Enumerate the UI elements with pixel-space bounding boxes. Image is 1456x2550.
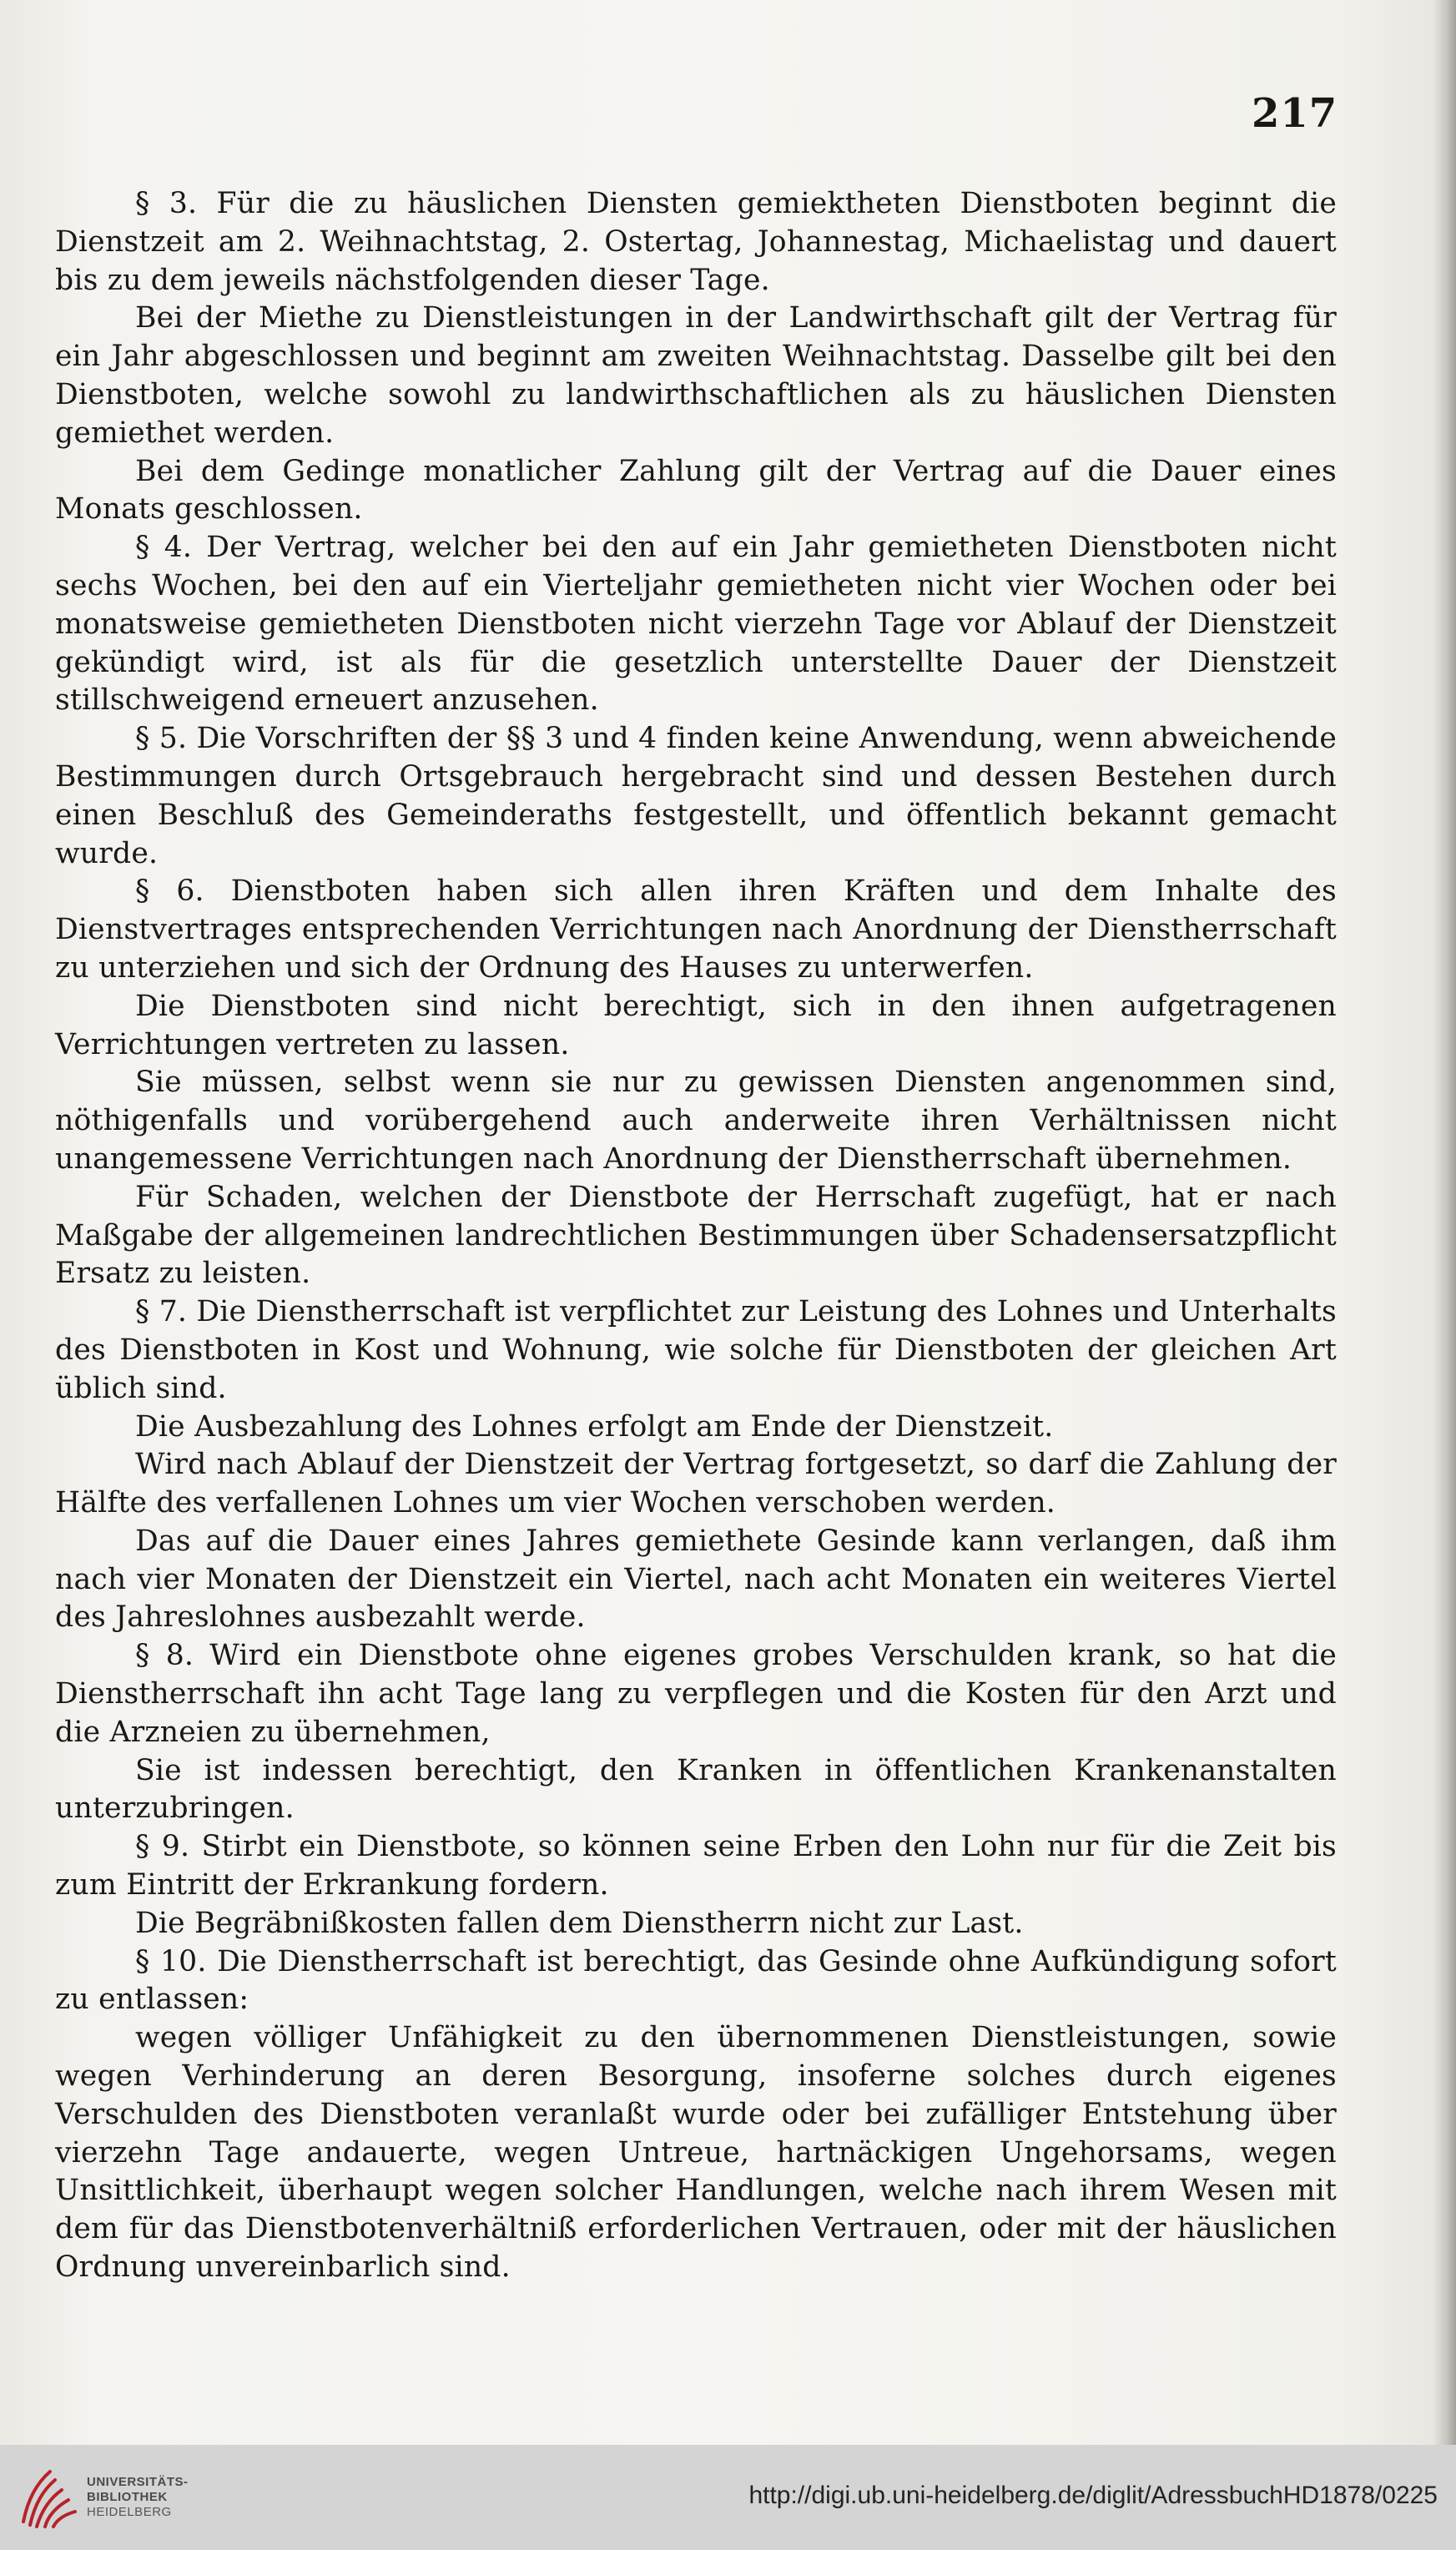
library-name (87, 2475, 189, 2520)
paragraph: § 4. Der Vertrag, welcher bei den auf ein Jahr gemietheten Dienstboten nicht sechs Wochen, bei den auf ein Vierteljahr gemietheten nicht vier Wochen oder bei monatsweise gemietheten Dienstboten nicht vierzehn Tage vor Ablauf der Dienstzeit gekündigt wird, ist als für die gesetzlich unterstellte Dauer der Dienstzeit stillschweigend erneuert anzusehen. (55, 531, 1337, 718)
paragraph: § 8. Wird ein Dienstbote ohne eigenes grobes Verschulden krank, so hat die Dienstherrschaft ihn acht Tage lang zu verpflegen und die Kosten für den Arzt und die Arzneien zu übernehmen, (55, 1639, 1337, 1749)
page-number: 217 (1252, 90, 1338, 137)
paragraph: Das auf die Dauer eines Jahres gemiethete Gesinde kann verlangen, daß ihm nach vier Monaten der Dienstzeit ein Viertel, nach acht Monaten ein weiteres Viertel des Jahreslohnes ausbezahlt werde. (55, 1524, 1337, 1635)
paragraph: § 7. Die Dienstherrschaft ist verpflichtet zur Leistung des Lohnes und Unterhalts des Dienstboten in Kost und Wohnung, wie solche für Dienstboten der gleichen Art üblich sind. (55, 1295, 1337, 1405)
document-body (55, 185, 1337, 2287)
paragraph: Wird nach Ablauf der Dienstzeit der Vertrag fortgesetzt, so darf die Zahlung der Hälfte des verfallenen Lohnes um vier Wochen verschoben werden. (55, 1448, 1337, 1520)
paragraph: § 5. Die Vorschriften der §§ 3 und 4 finden keine Anwendung, wenn abweichende Bestimmungen durch Ortsgebrauch hergebracht sind und dessen Bestehen durch einen Beschluß des Gemeinderaths festgestellt, und öffentlich bekannt gemacht wurde. (55, 722, 1337, 870)
university-library-logo-icon[interactable] (17, 2463, 82, 2532)
paragraph: wegen völliger Unfähigkeit zu den übernommenen Dienstleistungen, sowie wegen Verhinderung an deren Besorgung, insoferne solches durch eigenes Verschulden des Dienstboten veranlaßt wurde oder bei zufälliger Entstehung über vierzehn Tage andauerte, wegen Untreue, hartnäckigen Ungehorsams, wegen Unsittlichkeit, überhaupt wegen solcher Handlungen, welche nach ihrem Wesen mit dem für das Dienstbotenverhältniß erforderlichen Vertrauen, oder mit der häuslichen Ordnung unvereinbarlich sind. (55, 2021, 1337, 2285)
paragraph: § 9. Stirbt ein Dienstbote, so können seine Erben den Lohn nur für die Zeit bis zum Eintritt der Erkrankung fordern. (55, 1830, 1337, 1902)
paragraph: Sie müssen, selbst wenn sie nur zu gewissen Diensten angenommen sind, nöthigenfalls und vorübergehend auch anderweite ihren Verhältnissen nicht unangemessene Verrichtungen nach Anordnung der Dienstherrschaft übernehmen. (55, 1066, 1337, 1176)
paragraph: Für Schaden, welchen der Dienstbote der Herrschaft zugefügt, hat er nach Maßgabe der allgemeinen landrechtlichen Bestimmungen über Schadensersatzpflicht Ersatz zu leisten. (55, 1180, 1337, 1291)
paragraph: Die Ausbezahlung des Lohnes erfolgt am Ende der Dienstzeit. (135, 1409, 1054, 1444)
paragraph: § 6. Dienstboten haben sich allen ihren Kräften und dem Inhalte des Dienstvertrages entsprechenden Verrichtungen nach Anordnung der Dienstherrschaft zu unterziehen und sich der Ordnung des Hauses zu unterwerfen. (55, 874, 1337, 985)
library-name-line: UNIVERSITÄTS- (87, 2475, 189, 2489)
page-edge-shadow (1433, 0, 1456, 2445)
library-name-line: HEIDELBERG (87, 2505, 172, 2519)
paragraph: Bei dem Gedinge monatlicher Zahlung gilt der Vertrag auf die Dauer eines Monats geschlossen. (55, 454, 1337, 527)
paragraph: Die Dienstboten sind nicht berechtigt, sich in den ihnen aufgetragenen Verrichtungen vertreten zu lassen. (55, 989, 1337, 1061)
paragraph: § 3. Für die zu häuslichen Diensten gemiektheten Dienstboten beginnt die Dienstzeit am 2. Weihnachtstag, 2. Ostertag, Johannestag, Michaelistag und dauert bis zu dem jeweils nächstfolgenden dieser Tage. (55, 187, 1337, 297)
paragraph: Sie ist indessen berechtigt, den Kranken in öffentlichen Krankenanstalten unterzubringen. (55, 1753, 1337, 1826)
paragraph: § 10. Die Dienstherrschaft ist berechtigt, das Gesinde ohne Aufkündigung sofort zu entlassen: (55, 1944, 1337, 2017)
paragraph: Bei der Miethe zu Dienstleistungen in der Landwirthschaft gilt der Vertrag für ein Jahr abgeschlossen und beginnt am zweiten Weihnachtstag. Dasselbe gilt bei den Dienstboten, welche sowohl zu landwirthschaftlichen als zu häuslichen Diensten gemiethet werden. (55, 301, 1337, 450)
library-name-line: BIBLIOTHEK (87, 2490, 168, 2504)
footer-bar (0, 2445, 1456, 2550)
paragraph: Die Begräbnißkosten fallen dem Dienstherrn nicht zur Last. (135, 1906, 1024, 1940)
source-url-link[interactable]: http://digi.ub.uni-heidelberg.de/diglit/AdressbuchHD1878/0225 (748, 2482, 1438, 2509)
